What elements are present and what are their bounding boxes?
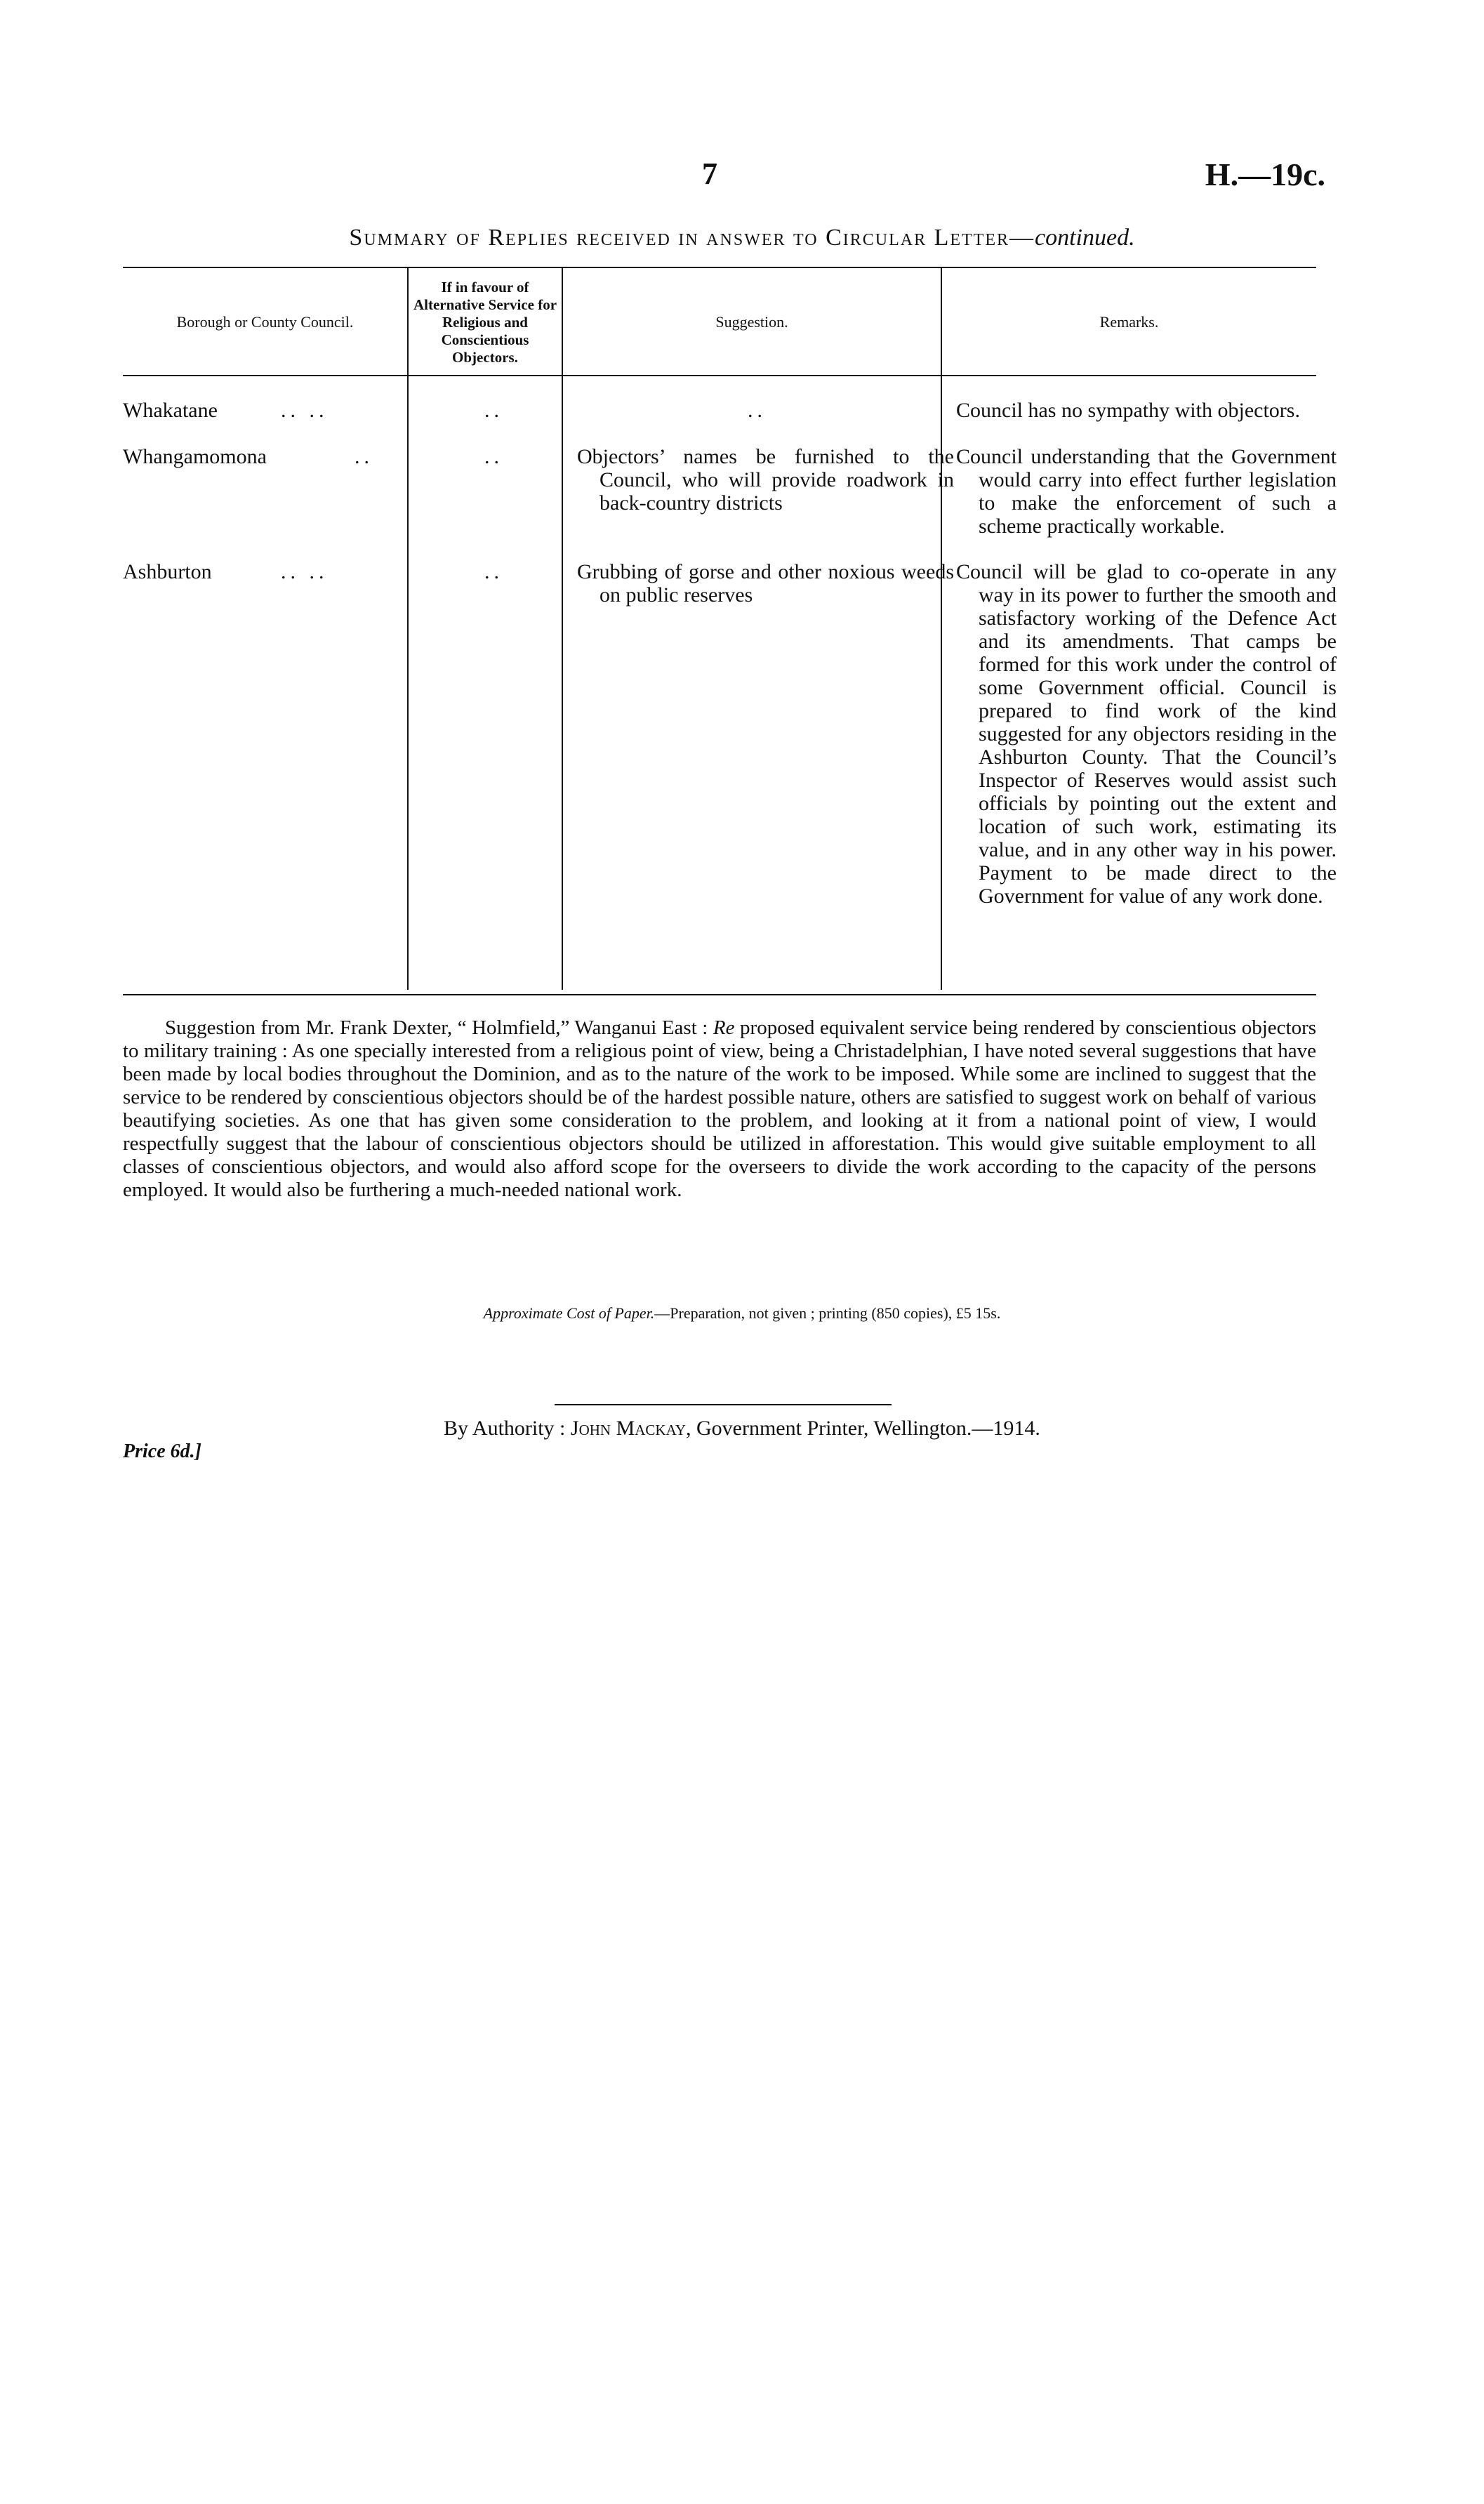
header-council-label: Borough or County Council.: [176, 313, 354, 331]
authority-suffix: Government Printer, Wellington.—1914.: [696, 1417, 1040, 1440]
favour-value: ..: [484, 445, 503, 468]
suggestion-value: Grubbing of gorse and other noxious weeds on public reserves: [577, 560, 954, 607]
printer-name: John Mackay,: [570, 1417, 691, 1440]
header-remarks-label: Remarks.: [1099, 313, 1159, 331]
suggestion-value: Objectors’ names be furnished to the Council, who will provide roadwork in back-country districts: [577, 445, 954, 515]
favour-value: ..: [484, 560, 503, 583]
header-remarks: [942, 270, 1316, 375]
page-number: 7: [702, 157, 717, 191]
document-reference: H.—19c.: [1205, 157, 1325, 192]
suggestion-body: proposed equivalent service being rendered by conscientious objectors to military training : As one specially interested from a religious point of view, being a Christadelphian, I have noted several suggestions that have been made by local bodies throughout the Dominion, and as to the nature of the work to be imposed. While some are inclined to suggest that the service to be rendered by conscientious objectors should be of the hardest possible nature, others are satisfied to suggest work on behalf of various beautifying societies. As one that has given some consideration to the problem, and looking at it from a national point of view, I would respectfully suggest that the labour of conscientious objectors should be utilized in afforestation. This would give suitable employment to all classes of conscientious objectors, and would also afford scope for the overseers to divide the work according to the capacity of the persons employed. It would also be furthering a much-needed national work.: [123, 1016, 1317, 1201]
table-top-rule: [123, 267, 1316, 268]
leader-dots: .. ..: [281, 560, 329, 583]
leader-dots: .. ..: [281, 399, 329, 422]
header-suggestion: [563, 270, 941, 375]
suggestion-lead: Suggestion from Mr. Frank Dexter, “ Holmfield,” Wanganui East :: [165, 1016, 708, 1039]
council-name: Whakatane: [123, 399, 218, 422]
council-name: Whangamomona: [123, 445, 267, 468]
cost-note: [0, 1304, 1484, 1323]
column-divider: [407, 267, 409, 990]
column-divider: [941, 267, 942, 990]
table-title-main: Summary of Replies received in answer to Circular Letter—: [349, 225, 1035, 251]
header-favour: [409, 270, 562, 375]
table-title-continued: continued.: [1035, 225, 1135, 251]
cost-label: Approximate Cost of Paper.: [483, 1304, 655, 1322]
favour-value: ..: [484, 399, 503, 422]
suggestion-value: ..: [748, 399, 767, 422]
header-suggestion-label: Suggestion.: [715, 313, 788, 331]
leader-dots: ..: [355, 445, 373, 468]
suggestion-paragraph: [123, 1016, 1316, 1202]
cost-text: —Preparation, not given ; printing (850 copies), £5 15s.: [654, 1304, 1001, 1322]
table-bottom-rule: [123, 994, 1316, 995]
header-council: [123, 270, 407, 375]
remarks-value: Council has no sympathy with objectors.: [956, 399, 1300, 422]
footer-rule: [555, 1404, 892, 1405]
printer-authority: [0, 1417, 1484, 1440]
price-label: Price 6d.]: [123, 1440, 201, 1462]
header-favour-label: If in favour of Alternative Service for Religious and Conscientious Objectors.: [413, 278, 557, 366]
suggestion-re: Re: [713, 1016, 735, 1039]
column-divider: [562, 267, 563, 990]
council-name: Ashburton: [123, 560, 212, 583]
authority-prefix: By Authority :: [444, 1417, 566, 1440]
remarks-value: Council will be glad to co-operate in any way in its power to further the smooth and satisfactory working of the Defence Act and its amendments. That camps be formed for this work under the control of some Government official. Council is prepared to find work of the kind suggested for any objectors residing in the Ashburton County. That the Council’s Inspector of Reserves would assist such officials by pointing out the extent and location of such work, estimating its value, and in any other way in his power. Payment to be made direct to the Government for value of any work done.: [956, 560, 1337, 908]
table-title: [0, 225, 1484, 251]
remarks-value: Council understanding that the Government would carry into effect further legislation to make the enforcement of such a scheme practically workable.: [956, 445, 1337, 538]
table-header-rule: [123, 375, 1316, 376]
